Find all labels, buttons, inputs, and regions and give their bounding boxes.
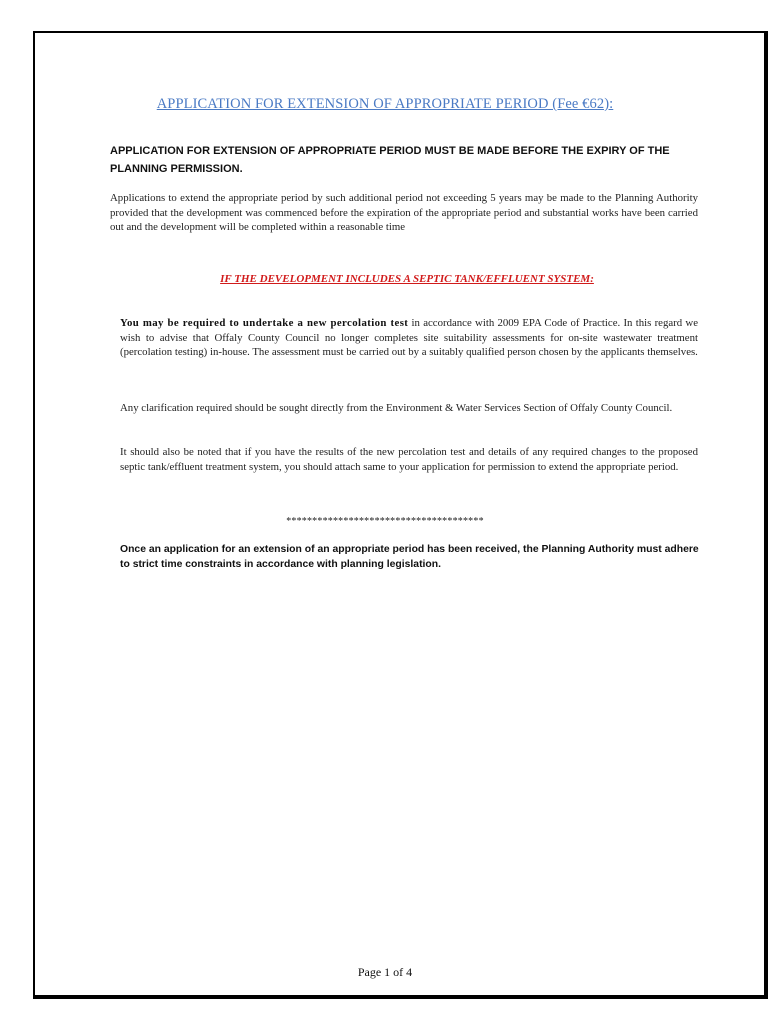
percolation-lead-text: You may be required to undertake a new percolation test (120, 317, 409, 329)
expiry-notice-heading: APPLICATION FOR EXTENSION OF APPROPRIATE PERIOD MUST BE MADE BEFORE THE EXPIRY OF THE PLANNING PERMISSION. (110, 145, 670, 175)
septic-tank-heading: IF THE DEVELOPMENT INCLUDES A SEPTIC TANK/EFFLUENT SYSTEM: (220, 273, 594, 285)
time-constraints-notice: Once an application for an extension of an appropriate period has been received, the Planning Authority must adhere to strict time constraints in accordance with planning legislation. (120, 544, 699, 570)
intro-paragraph: Applications to extend the appropriate period by such additional period not exceeding 5 years may be made to the Planning Authority provided that the development was commenced before the expiration of the appropriate period and substantial works have been carried out and the development will be completed within a reasonable time (110, 192, 698, 234)
page-number: Page 1 of 4 (357, 965, 413, 979)
percolation-test-paragraph (120, 316, 698, 360)
percolation-body-text: in accordance with 2009 EPA Code of Practice. In this regard we wish to advise that Offaly County Council no longer completes site suitability assessments for on-site wastewater treatment (percolation testing) in-house. The assessment must be carried out by a suitably qualified person chosen by the applicants themselves. (120, 317, 698, 359)
page-title: APPLICATION FOR EXTENSION OF APPROPRIATE PERIOD (Fee €62): (156, 96, 614, 112)
attachment-note-paragraph: It should also be noted that if you have the results of the new percolation test and details of any required changes to the proposed septic tank/effluent treatment system, you should attach same to your application for permission to extend the appropriate period. (120, 446, 698, 473)
clarification-paragraph: Any clarification required should be sought directly from the Environment & Water Services Section of Offaly County Council. (120, 402, 673, 414)
asterisk-separator: ************************************** (286, 516, 484, 527)
